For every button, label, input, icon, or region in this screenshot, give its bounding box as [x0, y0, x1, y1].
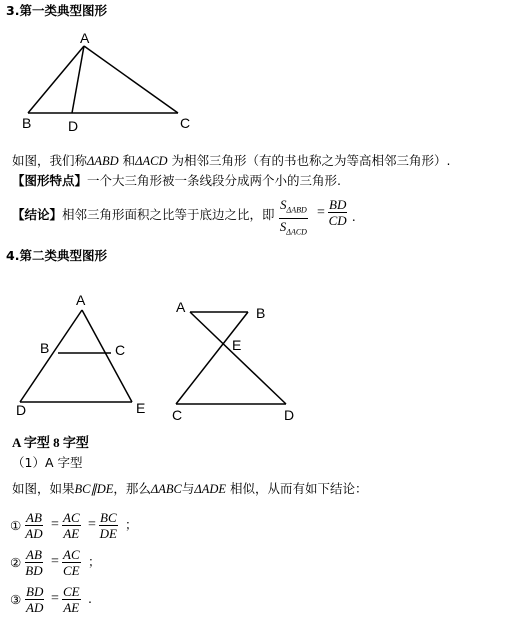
fig8-label-b: B	[256, 305, 266, 321]
c1-eq-1: =	[51, 517, 59, 532]
adjacent-triangles-figure	[0, 0, 527, 140]
area-den-sub: ΔACD	[286, 227, 307, 237]
fig8-label-e: E	[232, 337, 242, 353]
equals-sign: =	[317, 205, 325, 220]
area-num-s: S	[280, 197, 287, 212]
figA-label-a: A	[76, 292, 86, 308]
triangle-acd: ΔACD	[135, 154, 168, 168]
c2-end: ；	[88, 554, 101, 569]
figA-label-c: C	[115, 342, 126, 358]
triangle-abd: ΔABD	[87, 154, 119, 168]
stmt-post: 相似，从而有如下结论：	[230, 481, 368, 496]
figA-label-d: D	[16, 402, 27, 418]
c3-frac-1: $\frac{BD}{AD}$	[26, 584, 44, 615]
c3-frac-2: $\frac{CE}{AE}$	[63, 584, 80, 615]
desc-post: 为相邻三角形（有的书也称之为等高相邻三角形）.	[171, 153, 451, 168]
fig8-label-a: A	[176, 299, 186, 315]
section4-heading: 4.第二类典型图形	[6, 248, 107, 263]
triangle-ade: ΔADE	[194, 482, 227, 496]
parallel-condition: BC∥DE	[74, 482, 114, 496]
shape-types-title: A 字型 8 字型	[12, 435, 89, 450]
triangle-abc: ΔABC	[150, 482, 182, 496]
fig1-label-c: C	[180, 115, 191, 131]
similarity-statement	[12, 481, 368, 497]
stmt-with: 与	[181, 481, 195, 496]
c3-end: .	[88, 591, 92, 606]
figA-label-b: B	[40, 340, 50, 356]
c1-eq-2: =	[88, 517, 96, 532]
c2-frac-2: $\frac{AC}{CE}$	[63, 547, 80, 578]
feature-text: 一个大三角形被一条线段分成两个小的三角形.	[87, 173, 341, 188]
area-ratio-fraction	[279, 197, 308, 239]
area-num-sub: ΔABD	[286, 205, 307, 215]
fig1-label-d: D	[68, 118, 79, 134]
c2-frac-1: $\frac{AB}{BD}$	[25, 547, 43, 578]
stmt-mid: ，那么	[113, 481, 151, 496]
period: .	[352, 210, 356, 225]
fig8-label-c: C	[172, 407, 183, 423]
conclusion-2-mark: ②	[10, 555, 22, 570]
c3-eq-1: =	[51, 591, 59, 606]
conclusion-3-mark: ③	[10, 592, 22, 607]
a-shape-subheading: （1）A 字型	[12, 455, 83, 470]
desc-pre: 如图，我们称	[12, 153, 88, 168]
conclusion-text: 相邻三角形面积之比等于底边之比，即	[62, 207, 275, 222]
fig1-label-b: B	[22, 115, 32, 131]
area-den-s: S	[279, 218, 287, 234]
c2-eq-1: =	[51, 554, 59, 569]
conclusion-line	[12, 207, 275, 222]
desc-and: 和	[122, 153, 136, 168]
base-num: BD	[329, 197, 347, 212]
c1-end: ；	[125, 517, 138, 532]
c1-frac-1: $\frac{AB}{AD}$	[25, 510, 43, 541]
figA-label-e: E	[136, 400, 146, 416]
fig1-label-a: A	[80, 30, 90, 46]
conclusion-1-mark: ①	[10, 518, 22, 533]
section3-heading: 3.第一类典型图形	[6, 3, 107, 18]
base-den: CD	[328, 213, 347, 228]
feature-label: 【图形特点】	[12, 173, 88, 188]
base-ratio-fraction	[328, 197, 347, 228]
c1-frac-2: $\frac{AC}{AE}$	[63, 510, 80, 541]
fig8-label-d: D	[284, 407, 295, 423]
c1-frac-3: $\frac{BC}{DE}$	[99, 510, 117, 541]
adjacent-triangles-description	[12, 153, 450, 169]
stmt-pre: 如图，如果	[12, 481, 75, 496]
feature-line	[12, 173, 341, 188]
conclusion-label: 【结论】	[12, 207, 63, 222]
